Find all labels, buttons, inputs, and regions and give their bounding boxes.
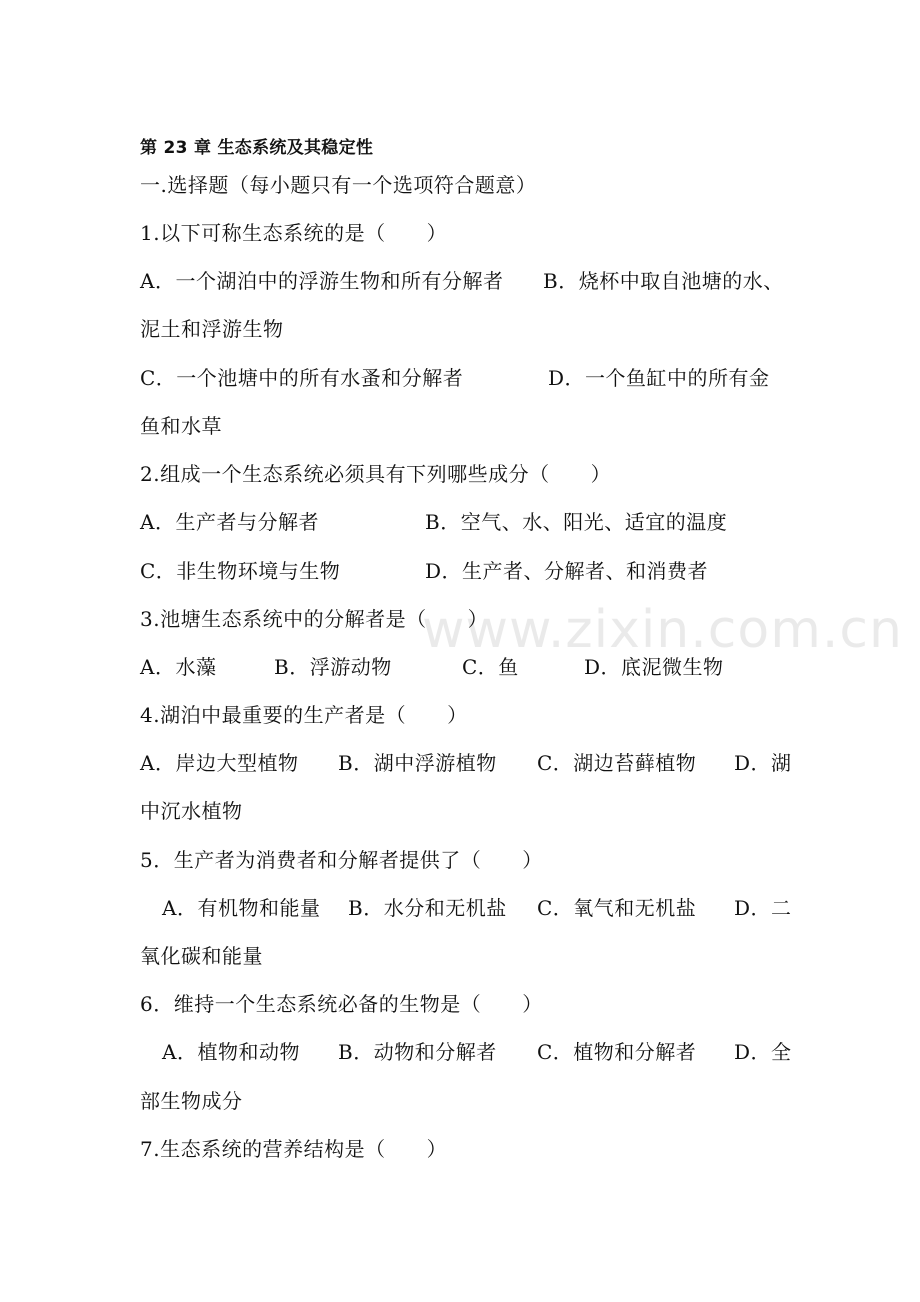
question-4-option-d-continued: 中沉水植物 <box>140 799 243 823</box>
question-6-option-d: D．全 <box>734 1040 792 1064</box>
question-1-option-b-continued: 泥土和浮游生物 <box>140 317 284 341</box>
question-6-option-c: C．植物和分解者 <box>537 1040 697 1064</box>
question-2-stem: 2.组成一个生态系统必须具有下列哪些成分（ ） <box>140 462 612 486</box>
question-6-option-b: B．动物和分解者 <box>338 1040 497 1064</box>
question-3-option-b: B．浮游动物 <box>274 655 392 679</box>
question-5-option-d: D．二 <box>734 896 792 920</box>
question-7-stem: 7.生态系统的营养结构是（ ） <box>140 1137 448 1161</box>
question-3-option-d: D．底泥微生物 <box>584 655 724 679</box>
question-2-option-b: B．空气、水、阳光、适宜的温度 <box>425 510 728 534</box>
question-3-option-c: C．鱼 <box>462 655 519 679</box>
question-6-option-a: A．植物和动物 <box>162 1040 300 1064</box>
question-1-option-a: A．一个湖泊中的浮游生物和所有分解者 <box>140 269 504 293</box>
question-2-option-a: A．生产者与分解者 <box>140 510 319 534</box>
question-5-option-d-continued: 氧化碳和能量 <box>140 944 263 968</box>
question-4-option-a: A．岸边大型植物 <box>140 751 299 775</box>
question-1-option-d-continued: 鱼和水草 <box>140 414 222 438</box>
section-heading: 一.选择题（每小题只有一个选项符合题意） <box>140 173 537 197</box>
question-1-stem: 1.以下可称生态系统的是（ ） <box>140 221 448 245</box>
question-1-option-b: B．烧杯中取自池塘的水、 <box>543 269 784 293</box>
question-3-stem: 3.池塘生态系统中的分解者是（ ） <box>140 607 489 631</box>
question-6-stem: 6．维持一个生态系统必备的生物是（ ） <box>140 992 543 1016</box>
question-5-stem: 5．生产者为消费者和分解者提供了（ ） <box>140 848 543 872</box>
chapter-title: 第 23 章 生态系统及其稳定性 <box>140 138 374 158</box>
question-1-option-c: C．一个池塘中的所有水蚤和分解者 <box>140 366 464 390</box>
question-4-option-d: D．湖 <box>734 751 792 775</box>
question-4-option-c: C．湖边苔藓植物 <box>537 751 697 775</box>
question-5-option-a: A．有机物和能量 <box>162 896 321 920</box>
question-4-option-b: B．湖中浮游植物 <box>338 751 497 775</box>
question-5-option-b: B．水分和无机盐 <box>348 896 507 920</box>
question-2-option-d: D．生产者、分解者、和消费者 <box>425 559 709 583</box>
watermark: www.zixin.com.cn <box>422 600 903 660</box>
question-4-stem: 4.湖泊中最重要的生产者是（ ） <box>140 703 468 727</box>
question-3-option-a: A．水藻 <box>140 655 217 679</box>
question-6-option-d-continued: 部生物成分 <box>140 1089 243 1113</box>
question-2-option-c: C．非生物环境与生物 <box>140 559 341 583</box>
question-1-option-d: D．一个鱼缸中的所有金 <box>548 366 770 390</box>
question-5-option-c: C．氧气和无机盐 <box>537 896 697 920</box>
